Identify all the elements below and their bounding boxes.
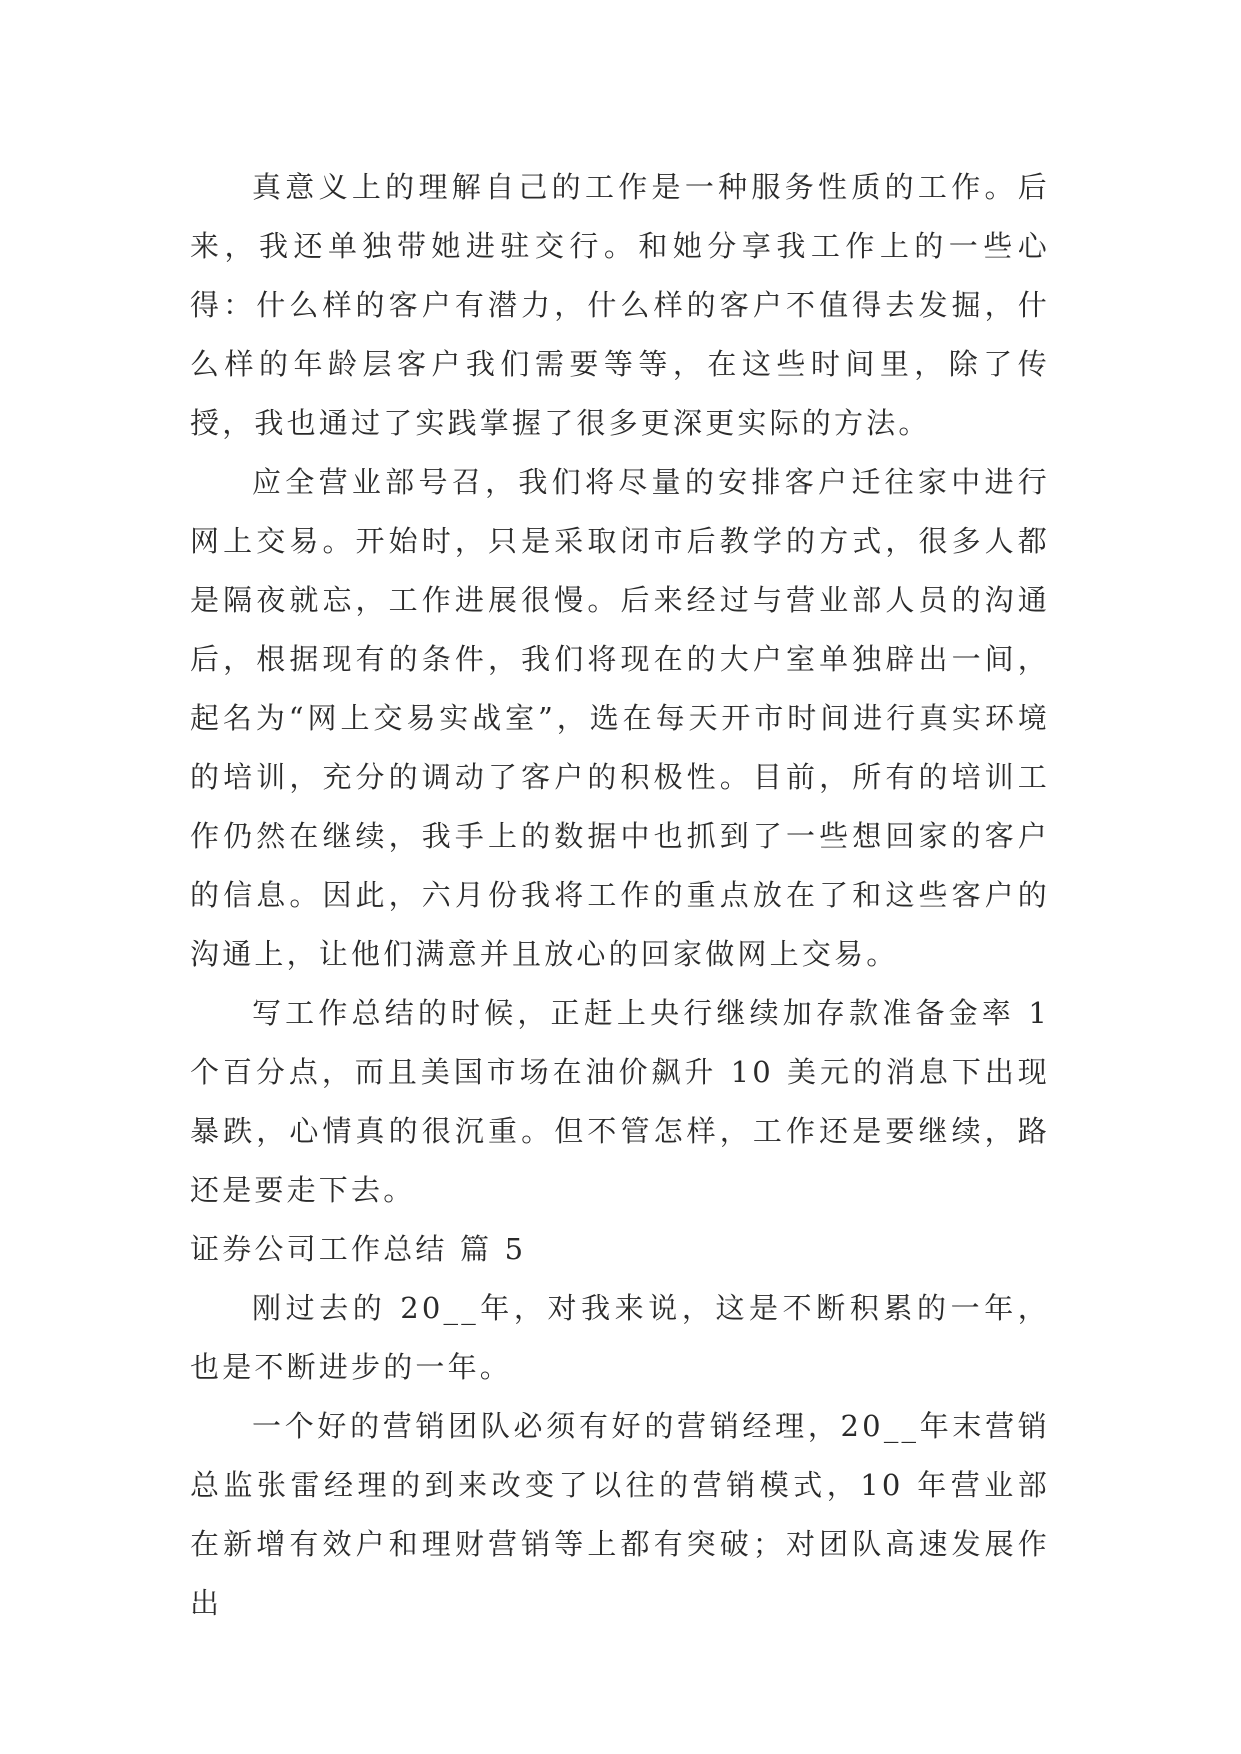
paragraph-3: 写工作总结的时候，正赶上央行继续加存款准备金率 1 个百分点，而且美国市场在油价飙升 10 美元的消息下出现暴跌，心情真的很沉重。但不管怎样，工作还是要继续，路还是要走下去。: [190, 996, 1050, 1207]
paragraph-4: 刚过去的 20__年，对我来说，这是不断积累的一年，也是不断进步的一年。: [190, 1291, 1050, 1384]
paragraph-2: 应全营业部号召，我们将尽量的安排客户迁往家中进行网上交易。开始时，只是采取闭市后教学的方式，很多人都是隔夜就忘，工作进展很慢。后来经过与营业部人员的沟通后，根据现有的条件，我们将现在的大户室单独辟出一间，起名为“网上交易实战室”，选在每天开市时间进行真实环境的培训，充分的调动了客户的积极性。目前，所有的培训工作仍然在继续，我手上的数据中也抓到了一些想回家的客户的信息。因此，六月份我将工作的重点放在了和这些客户的沟通上，让他们满意并且放心的回家做网上交易。: [190, 465, 1050, 971]
paragraph-1: 真意义上的理解自己的工作是一种服务性质的工作。后来，我还单独带她进驻交行。和她分享我工作上的一些心得：什么样的客户有潜力，什么样的客户不值得去发掘，什么样的年龄层客户我们需要等等，在这些时间里，除了传授，我也通过了实践掌握了很多更深更实际的方法。: [190, 170, 1050, 440]
paragraph-5: 一个好的营销团队必须有好的营销经理，20__年末营销总监张雷经理的到来改变了以往的营销模式，10 年营业部在新增有效户和理财营销等上都有突破；对团队高速发展作出: [190, 1409, 1050, 1620]
document-body: [190, 158, 1050, 1633]
section-heading: 证券公司工作总结 篇 5: [190, 1232, 527, 1266]
